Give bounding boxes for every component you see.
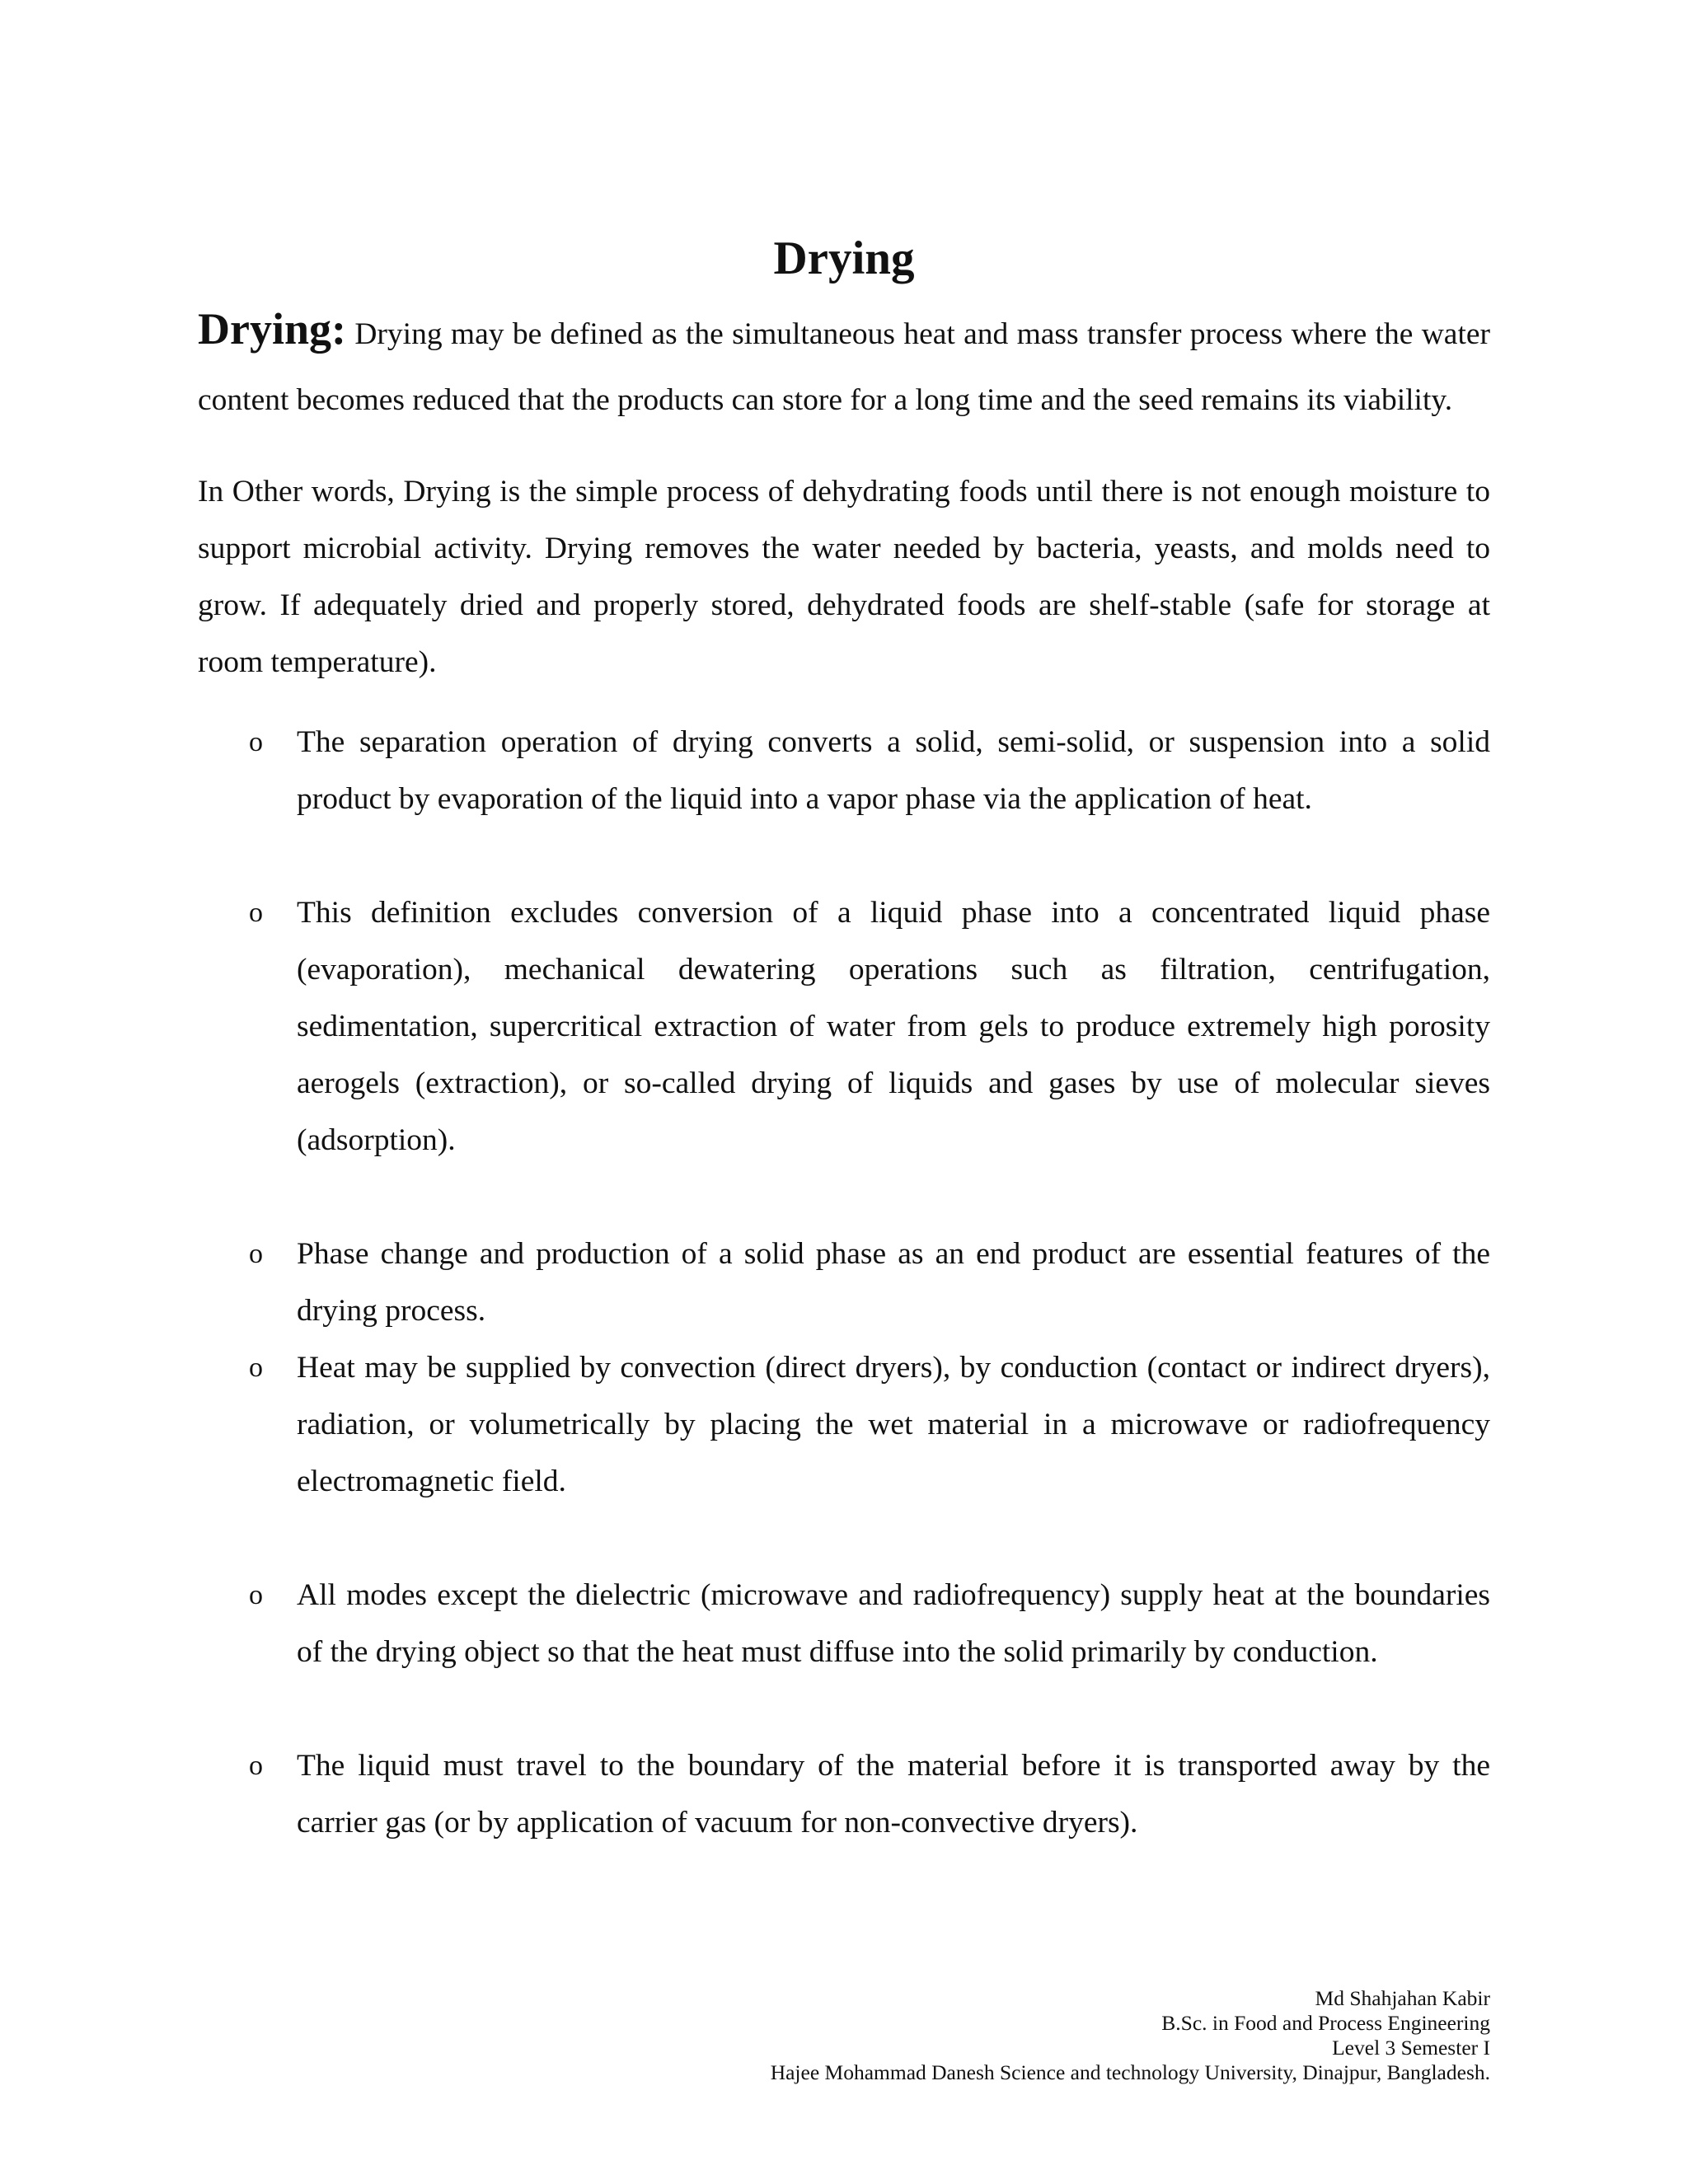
list-item	[198, 714, 1490, 827]
circle-bullet-icon: o	[249, 898, 263, 928]
bullet-list	[198, 714, 1490, 1851]
intro-lead-term: Drying:	[198, 304, 346, 354]
footer-author: Md Shahjahan Kabir	[1315, 1986, 1490, 2010]
circle-bullet-icon: o	[249, 727, 263, 757]
circle-bullet-icon: o	[249, 1750, 263, 1781]
list-item	[198, 1226, 1490, 1339]
document-body	[198, 302, 1490, 1851]
list-item	[198, 884, 1490, 1169]
intro-paragraph	[198, 302, 1490, 434]
list-item-text: The separation operation of drying converts a solid, semi-solid, or suspension into a solid product by evaporation of the liquid into a vapor phase via the application of heat.	[297, 725, 1490, 816]
page-title: Drying	[773, 232, 915, 285]
list-item-text: All modes except the dielectric (microwave and radiofrequency) supply heat at the boundaries of the drying object so that the heat must diffuse into the solid primarily by conduction.	[297, 1578, 1490, 1669]
list-item	[198, 1737, 1490, 1851]
footer-level: Level 3 Semester I	[1332, 2036, 1490, 2060]
footer-degree: B.Sc. in Food and Process Engineering	[1161, 2011, 1490, 2035]
list-item-text: The liquid must travel to the boundary of the material before it is transported away by the carrier gas (or by application of vacuum for non-convective dryers).	[297, 1749, 1490, 1840]
footer-institution: Hajee Mohammad Danesh Science and technology University, Dinajpur, Bangladesh.	[770, 2060, 1490, 2084]
second-paragraph: In Other words, Drying is the simple process of dehydrating foods until there is not enough moisture to support microbial activity. Drying removes the water needed by bacteria, yeasts, and molds need to grow. If adequately dried and properly stored, dehydrated foods are shelf-stable (safe for storage at room temperature).	[198, 475, 1490, 679]
circle-bullet-icon: o	[249, 1239, 263, 1269]
circle-bullet-icon: o	[249, 1352, 263, 1383]
list-item-text: This definition excludes conversion of a liquid phase into a concentrated liquid phase (evaporation), mechanical dewatering operations such as filtration, centrifugation, sedimentation, supercritical extraction of water from gels to produce extremely high porosity aerogels (extraction), or so-called drying of liquids and gases by use of molecular sieves (adsorption).	[297, 896, 1490, 1157]
author-footer	[771, 1986, 1490, 2085]
circle-bullet-icon: o	[249, 1580, 263, 1610]
list-item-text: Heat may be supplied by convection (direct dryers), by conduction (contact or indirect dryers), radiation, or volumetrically by placing the wet material in a microwave or radiofrequency electromagnetic field.	[297, 1351, 1490, 1498]
list-item	[198, 1567, 1490, 1680]
intro-text: Drying may be defined as the simultaneous heat and mass transfer process where the water content becomes reduced that the products can store for a long time and the seed remains its viability.	[198, 317, 1490, 417]
list-item-text: Phase change and production of a solid phase as an end product are essential features of the drying process.	[297, 1237, 1490, 1328]
list-item	[198, 1339, 1490, 1510]
